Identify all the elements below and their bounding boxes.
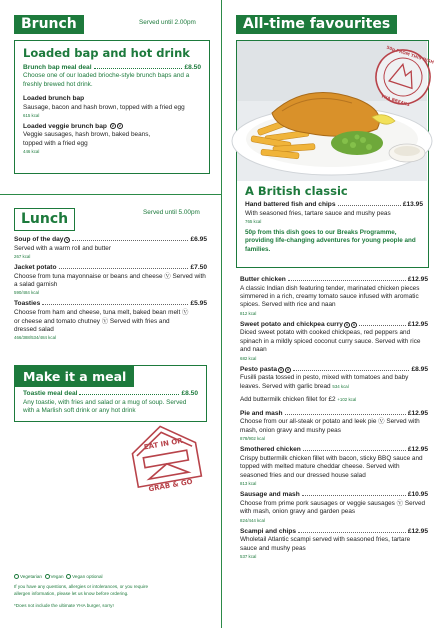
lunch-item-row bbox=[14, 264, 207, 273]
classic-content bbox=[245, 184, 423, 254]
fish-and-chips-kcal: 765 kcal bbox=[245, 219, 262, 225]
british-classic-box bbox=[236, 40, 435, 268]
menu-item-name: Scampi and chips bbox=[240, 527, 297, 535]
lunch-item-kcal: 590/484 kcal bbox=[14, 290, 39, 296]
meal-deal-desc: Any toastie, with fries and salad or a mug of soup. Served with a Marlish soft drink or any hot drink bbox=[23, 398, 187, 415]
brunch-meal-deal-desc: Choose one of our loaded brioche-style brunch baps and a freshly brewed hot drink. bbox=[23, 72, 190, 88]
lunch-item-kcal: 267 kcal bbox=[14, 254, 31, 260]
vegan-icon: V bbox=[279, 367, 283, 372]
menu-item-desc: A classic Indian dish featuring tender, marinated chicken pieces simmered in a rich, creamy tomato sauce infused with aromatic spices. Served with rice and naan bbox=[240, 284, 420, 309]
allergen-notice: If you have any questions, allergies or intolerances, or you require allergen information, please let us know before ordering. bbox=[14, 584, 149, 596]
menu-item-kcal: 682 kcal bbox=[240, 355, 257, 361]
menu-item-kcal: 813 kcal bbox=[240, 481, 257, 487]
brunch-veggie-name: Loaded veggie brunch bap bbox=[23, 122, 107, 130]
menu-item-kcal: 878/902 kcal bbox=[240, 436, 265, 442]
brunch-item-desc: Veggie sausages, hash brown, baked beans, topped with a fried egg bbox=[23, 131, 151, 147]
fish-and-chips-row bbox=[245, 201, 423, 210]
menu-item-desc: Wholetail Atlantic scampi served with seasoned fries, tartare sauce and mushy peas bbox=[240, 536, 411, 552]
addon-label: Add buttermilk chicken fillet for £2 bbox=[240, 396, 336, 404]
legend-label: Vegan optional bbox=[72, 574, 103, 579]
menu-item-name: Smothered chicken bbox=[240, 446, 301, 454]
meal-deal-name: Toastie meal deal bbox=[23, 390, 78, 397]
brunch-item-kcal: 615 kcal bbox=[23, 112, 40, 118]
menu-item-kcal: 534 kcal bbox=[332, 383, 349, 389]
menu-item-name: Pie and mash bbox=[240, 409, 283, 417]
lunch-list bbox=[14, 236, 207, 340]
charity-note: 50p from this dish goes to our Breaks Programme, providing life-changing adventures for young people and families. bbox=[245, 229, 416, 253]
favourites-heading: All-time favourites bbox=[236, 15, 397, 34]
vegetarian-icon: V bbox=[286, 367, 290, 372]
brunch-meal-deal-price: £8.50 bbox=[184, 63, 201, 71]
vegetarian-icon: V bbox=[352, 322, 356, 327]
brunch-item-kcal: 446 kcal bbox=[23, 149, 40, 155]
svg-text:50p FROM THIS DISH: 50p FROM THIS DISH bbox=[385, 44, 435, 65]
menu-item-price: £12.95 bbox=[407, 320, 428, 328]
lunch-item-name: Soup of the day bbox=[14, 236, 64, 243]
british-classic-title: A British classic bbox=[245, 184, 348, 198]
menu-item-kcal: 537 kcal bbox=[240, 554, 257, 560]
legend-label: Vegetarian bbox=[20, 574, 42, 579]
lunch-item-price: £7.50 bbox=[190, 264, 207, 272]
menu-item-desc: Diced sweet potato with cooked chickpeas, red peppers and spinach in a mildly spiced coconut curry sauce. Served with rice and naan bbox=[240, 329, 421, 354]
menu-item-desc: Crispy buttermilk chicken fillet with bacon, sticky BBQ sauce and topped with melted mature cheddar cheese. Served with seasoned fries and our dressed house salad bbox=[240, 454, 423, 479]
favourites-list bbox=[240, 276, 428, 564]
vegan-optional-icon bbox=[66, 574, 71, 579]
menu-item bbox=[240, 491, 428, 522]
legend-label: Vegan bbox=[50, 574, 64, 579]
menu-item bbox=[240, 410, 428, 441]
burger-note: *Does not include the ultimate YHA burger, sorry! bbox=[14, 603, 114, 609]
lunch-item-desc: Served with a warm roll and butter bbox=[14, 244, 111, 252]
brunch-lunch-divider bbox=[0, 194, 221, 195]
addon-kcal: +102 kcal bbox=[337, 397, 357, 403]
menu-item-price: £10.95 bbox=[407, 491, 428, 499]
brunch-meal-deal-name: Brunch bap meal deal bbox=[23, 63, 92, 71]
svg-text:YHA BREAKS: YHA BREAKS bbox=[380, 93, 411, 108]
menu-item-price: £12.95 bbox=[407, 446, 428, 454]
meal-deal-box bbox=[14, 365, 207, 422]
brunch-meal-deal bbox=[23, 64, 201, 73]
lunch-item-desc: Choose from tuna mayonnaise or beans and cheese Ⓥ Served with a salad garnish bbox=[14, 272, 206, 289]
vegan-icon bbox=[45, 574, 50, 579]
brunch-box bbox=[14, 40, 210, 174]
menu-item bbox=[240, 276, 428, 316]
menu-item-price: £12.95 bbox=[407, 276, 428, 283]
vegan-icon: V bbox=[345, 322, 349, 327]
meal-deal-heading: Make it a meal bbox=[15, 366, 134, 387]
breaks-programme-stamp bbox=[369, 41, 435, 115]
eat-in-grab-and-go-stamp bbox=[125, 418, 205, 494]
menu-item-desc: Choose from our all-steak or potato and leek pie Ⓥ Served with mash, onion gravy and mushy peas bbox=[240, 418, 420, 434]
menu-item-kcal: 812 kcal bbox=[240, 310, 257, 316]
lunch-heading: Lunch bbox=[14, 208, 75, 231]
menu-item bbox=[240, 528, 428, 559]
dietary-legend bbox=[14, 574, 214, 580]
menu-item-name: Sausage and mash bbox=[240, 491, 300, 499]
footer bbox=[14, 574, 214, 610]
menu-addon bbox=[240, 396, 428, 404]
menu-item-price: £12.95 bbox=[407, 527, 428, 535]
menu-item bbox=[240, 446, 428, 486]
menu-item-name: Butter chicken bbox=[240, 276, 286, 283]
menu-item bbox=[240, 366, 428, 391]
brunch-section-title: Loaded bap and hot drink bbox=[23, 46, 190, 60]
lunch-item-name: Jacket potato bbox=[14, 264, 57, 272]
menu-item-kcal: 824/444 kcal bbox=[240, 517, 265, 523]
lunch-served-time: Served until 5.00pm bbox=[143, 209, 200, 216]
menu-item-desc: Fusilli pasta tossed in pesto, mixed with tomatoes and baby leaves. Served with garlic bread 534 kcal bbox=[240, 374, 409, 390]
lunch-item-name: Toasties bbox=[14, 300, 41, 308]
lunch-item-price: £6.95 bbox=[190, 236, 207, 243]
meal-deal-price: £8.50 bbox=[181, 390, 198, 397]
vegetarian-icon: V bbox=[111, 124, 115, 129]
fish-and-chips-name: Hand battered fish and chips bbox=[245, 201, 336, 208]
menu-item-desc: Choose from prime pork sausages or veggie sausages Ⓥ Served with mash, onion gravy and garden peas bbox=[240, 499, 426, 516]
menu-item-price: £8.95 bbox=[411, 365, 428, 373]
fish-and-chips-desc: With seasoned fries, tartare sauce and mushy peas bbox=[245, 209, 391, 217]
lunch-item-row bbox=[14, 300, 207, 309]
fish-and-chips-price: £13.95 bbox=[402, 201, 423, 208]
svg-text:EAT IN OR: EAT IN OR bbox=[143, 436, 184, 452]
vegetarian-icon: V bbox=[66, 238, 69, 242]
brunch-item-desc: Sausage, bacon and hash brown, topped with a fried egg bbox=[23, 103, 185, 111]
brunch-heading: Brunch bbox=[14, 15, 84, 34]
meal-deal-row bbox=[23, 390, 198, 399]
menu-item bbox=[240, 321, 428, 361]
column-divider bbox=[221, 0, 222, 628]
menu-item-name: Pesto pasta bbox=[240, 365, 278, 373]
menu-item-name: Sweet potato and chickpea curry bbox=[240, 320, 343, 328]
vegetarian-icon bbox=[14, 574, 19, 579]
lunch-item-desc: Choose from ham and cheese, tuna melt, baked bean melt Ⓥ or cheese and tomato chutney Ⓥ Served with fries and dressed salad bbox=[14, 309, 189, 333]
lunch-item-kcal: 466/388/534/484 kcal bbox=[14, 335, 56, 341]
brunch-served-time: Served until 2.00pm bbox=[139, 19, 196, 26]
brunch-item-name: Loaded brunch bap bbox=[23, 95, 85, 103]
vegan-optional-icon: V bbox=[118, 124, 122, 129]
brunch-item-name bbox=[23, 123, 201, 131]
menu-item-price: £12.95 bbox=[407, 409, 428, 417]
lunch-item-row bbox=[14, 236, 207, 245]
lunch-item-price: £5.95 bbox=[190, 300, 207, 308]
svg-text:GRAB & GO: GRAB & GO bbox=[147, 477, 194, 494]
